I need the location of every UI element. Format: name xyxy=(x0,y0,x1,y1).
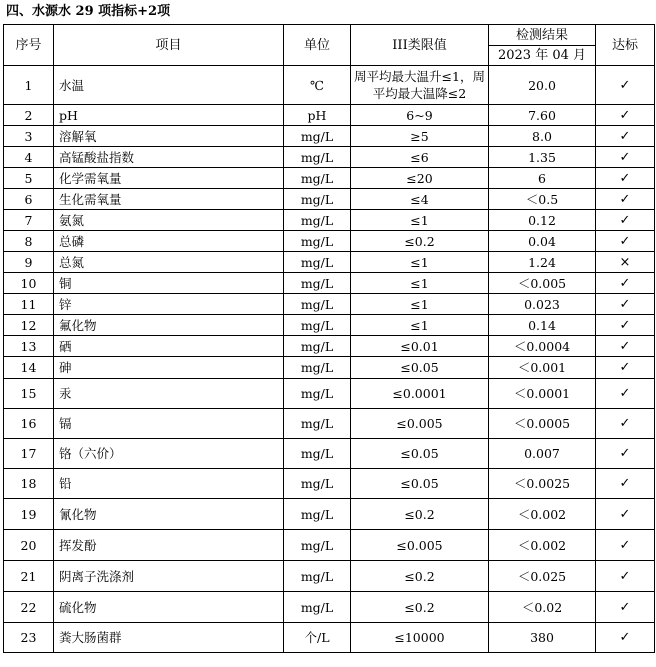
row-no: 10 xyxy=(4,273,54,294)
table-row xyxy=(4,66,655,105)
header-result: 检测结果 xyxy=(489,25,596,46)
row-limit: ≤4 xyxy=(351,189,489,210)
table-body xyxy=(4,66,655,653)
document-title: 四、水源水 29 项指标+2项 xyxy=(6,4,171,19)
row-result: 0.023 xyxy=(489,294,596,315)
table-row xyxy=(4,231,655,252)
row-no: 21 xyxy=(4,561,54,592)
table-row xyxy=(4,315,655,336)
row-result: ＜0.005 xyxy=(489,273,596,294)
row-pass-mark: ✓ xyxy=(596,189,655,210)
row-pass-mark: ✓ xyxy=(596,623,655,653)
row-result: ＜0.0004 xyxy=(489,336,596,357)
row-unit: mg/L xyxy=(284,168,351,189)
table-row xyxy=(4,561,655,592)
row-unit: pH xyxy=(284,105,351,126)
row-pass-mark: × xyxy=(596,252,655,273)
row-result: 0.04 xyxy=(489,231,596,252)
row-limit: ≤1 xyxy=(351,252,489,273)
row-item: 硫化物 xyxy=(54,592,284,623)
row-unit: mg/L xyxy=(284,357,351,379)
row-pass-mark: ✓ xyxy=(596,315,655,336)
row-unit: mg/L xyxy=(284,336,351,357)
row-no: 7 xyxy=(4,210,54,231)
table-row xyxy=(4,105,655,126)
row-no: 9 xyxy=(4,252,54,273)
row-item: 铬（六价） xyxy=(54,439,284,469)
row-unit: mg/L xyxy=(284,252,351,273)
row-unit: mg/L xyxy=(284,469,351,499)
row-limit: ≤1 xyxy=(351,273,489,294)
row-no: 8 xyxy=(4,231,54,252)
row-no: 6 xyxy=(4,189,54,210)
row-result: ＜0.0025 xyxy=(489,469,596,499)
header-row-1 xyxy=(4,25,655,46)
row-item: 水温 xyxy=(54,66,284,105)
row-pass-mark: ✓ xyxy=(596,66,655,105)
row-no: 12 xyxy=(4,315,54,336)
row-item: 砷 xyxy=(54,357,284,379)
row-item: 化学需氧量 xyxy=(54,168,284,189)
row-limit: ≤0.05 xyxy=(351,469,489,499)
row-pass-mark: ✓ xyxy=(596,469,655,499)
row-item: 汞 xyxy=(54,379,284,409)
row-no: 23 xyxy=(4,623,54,653)
row-pass-mark: ✓ xyxy=(596,357,655,379)
row-limit: ≤0.05 xyxy=(351,439,489,469)
row-unit: mg/L xyxy=(284,231,351,252)
row-result: ＜0.025 xyxy=(489,561,596,592)
table-row xyxy=(4,469,655,499)
row-limit: ≤0.01 xyxy=(351,336,489,357)
table-row xyxy=(4,147,655,168)
row-limit: ≤1 xyxy=(351,315,489,336)
row-item: 氨氮 xyxy=(54,210,284,231)
row-unit: mg/L xyxy=(284,439,351,469)
row-item: pH xyxy=(54,105,284,126)
row-result: ＜0.0001 xyxy=(489,379,596,409)
row-no: 2 xyxy=(4,105,54,126)
row-no: 1 xyxy=(4,66,54,105)
table-row xyxy=(4,379,655,409)
row-result: 8.0 xyxy=(489,126,596,147)
row-no: 18 xyxy=(4,469,54,499)
row-pass-mark: ✓ xyxy=(596,231,655,252)
row-unit: mg/L xyxy=(284,530,351,561)
row-result: 1.24 xyxy=(489,252,596,273)
row-unit: mg/L xyxy=(284,294,351,315)
row-pass-mark: ✓ xyxy=(596,105,655,126)
row-item: 硒 xyxy=(54,336,284,357)
row-pass-mark: ✓ xyxy=(596,530,655,561)
table-row xyxy=(4,357,655,379)
row-limit: ≤0.2 xyxy=(351,561,489,592)
row-result: 7.60 xyxy=(489,105,596,126)
row-item: 镉 xyxy=(54,409,284,439)
row-limit: ≤1 xyxy=(351,294,489,315)
row-item: 高锰酸盐指数 xyxy=(54,147,284,168)
row-item: 总氮 xyxy=(54,252,284,273)
row-limit: ≤0.2 xyxy=(351,592,489,623)
row-result: 0.12 xyxy=(489,210,596,231)
row-item: 总磷 xyxy=(54,231,284,252)
row-unit: mg/L xyxy=(284,189,351,210)
row-no: 15 xyxy=(4,379,54,409)
row-unit: mg/L xyxy=(284,315,351,336)
table-row xyxy=(4,530,655,561)
table-row xyxy=(4,126,655,147)
row-limit: ≤0.2 xyxy=(351,231,489,252)
row-unit: mg/L xyxy=(284,273,351,294)
row-item: 粪大肠菌群 xyxy=(54,623,284,653)
row-limit: ≤0.2 xyxy=(351,499,489,530)
row-no: 20 xyxy=(4,530,54,561)
row-item: 生化需氧量 xyxy=(54,189,284,210)
row-pass-mark: ✓ xyxy=(596,561,655,592)
row-unit: mg/L xyxy=(284,210,351,231)
row-limit: ≤0.05 xyxy=(351,357,489,379)
row-pass-mark: ✓ xyxy=(596,210,655,231)
table-row xyxy=(4,336,655,357)
table-row xyxy=(4,210,655,231)
row-pass-mark: ✓ xyxy=(596,439,655,469)
row-item: 铅 xyxy=(54,469,284,499)
row-no: 22 xyxy=(4,592,54,623)
header-item: 项目 xyxy=(54,25,284,66)
row-pass-mark: ✓ xyxy=(596,147,655,168)
row-no: 5 xyxy=(4,168,54,189)
row-limit: ≤10000 xyxy=(351,623,489,653)
row-no: 16 xyxy=(4,409,54,439)
table-row xyxy=(4,592,655,623)
header-no: 序号 xyxy=(4,25,54,66)
row-limit: ≤0.005 xyxy=(351,530,489,561)
header-pass: 达标 xyxy=(596,25,655,66)
row-limit: ≤6 xyxy=(351,147,489,168)
row-result: 6 xyxy=(489,168,596,189)
row-pass-mark: ✓ xyxy=(596,336,655,357)
water-quality-table xyxy=(3,24,655,653)
table-row xyxy=(4,168,655,189)
row-result: ＜0.02 xyxy=(489,592,596,623)
row-no: 17 xyxy=(4,439,54,469)
table-row xyxy=(4,294,655,315)
row-result: ＜0.5 xyxy=(489,189,596,210)
row-limit: ≤1 xyxy=(351,210,489,231)
row-pass-mark: ✓ xyxy=(596,592,655,623)
row-result: ＜0.0005 xyxy=(489,409,596,439)
row-item: 氰化物 xyxy=(54,499,284,530)
row-item: 氟化物 xyxy=(54,315,284,336)
row-result: 20.0 xyxy=(489,66,596,105)
row-limit: 周平均最大温升≤1，周平均最大温降≤2 xyxy=(351,66,489,105)
row-item: 锌 xyxy=(54,294,284,315)
row-item: 挥发酚 xyxy=(54,530,284,561)
row-item: 阴离子洗涤剂 xyxy=(54,561,284,592)
row-no: 14 xyxy=(4,357,54,379)
row-unit: mg/L xyxy=(284,409,351,439)
row-no: 13 xyxy=(4,336,54,357)
table-row xyxy=(4,409,655,439)
table-row xyxy=(4,623,655,653)
row-item: 溶解氧 xyxy=(54,126,284,147)
row-limit: ≤20 xyxy=(351,168,489,189)
row-pass-mark: ✓ xyxy=(596,168,655,189)
header-result-date: 2023 年 04 月 xyxy=(489,46,596,66)
row-unit: mg/L xyxy=(284,499,351,530)
row-result: ＜0.001 xyxy=(489,357,596,379)
row-unit: mg/L xyxy=(284,126,351,147)
row-result: 1.35 xyxy=(489,147,596,168)
row-no: 3 xyxy=(4,126,54,147)
table-row xyxy=(4,252,655,273)
row-result: 0.007 xyxy=(489,439,596,469)
row-result: 380 xyxy=(489,623,596,653)
header-limit: III类限值 xyxy=(351,25,489,66)
row-unit: mg/L xyxy=(284,561,351,592)
row-unit: mg/L xyxy=(284,379,351,409)
row-pass-mark: ✓ xyxy=(596,379,655,409)
row-limit: 6~9 xyxy=(351,105,489,126)
table-row xyxy=(4,439,655,469)
row-limit: ≤0.0001 xyxy=(351,379,489,409)
table-row xyxy=(4,189,655,210)
row-unit: 个/L xyxy=(284,623,351,653)
row-no: 11 xyxy=(4,294,54,315)
table-row xyxy=(4,273,655,294)
row-result: ＜0.002 xyxy=(489,499,596,530)
header-unit: 单位 xyxy=(284,25,351,66)
row-limit: ≥5 xyxy=(351,126,489,147)
row-pass-mark: ✓ xyxy=(596,273,655,294)
row-no: 4 xyxy=(4,147,54,168)
row-item: 铜 xyxy=(54,273,284,294)
row-unit: mg/L xyxy=(284,592,351,623)
row-result: 0.14 xyxy=(489,315,596,336)
table-row xyxy=(4,499,655,530)
row-result: ＜0.002 xyxy=(489,530,596,561)
row-pass-mark: ✓ xyxy=(596,294,655,315)
row-pass-mark: ✓ xyxy=(596,126,655,147)
row-limit: ≤0.005 xyxy=(351,409,489,439)
row-pass-mark: ✓ xyxy=(596,409,655,439)
row-pass-mark: ✓ xyxy=(596,499,655,530)
row-no: 19 xyxy=(4,499,54,530)
row-unit: ℃ xyxy=(284,66,351,105)
row-unit: mg/L xyxy=(284,147,351,168)
